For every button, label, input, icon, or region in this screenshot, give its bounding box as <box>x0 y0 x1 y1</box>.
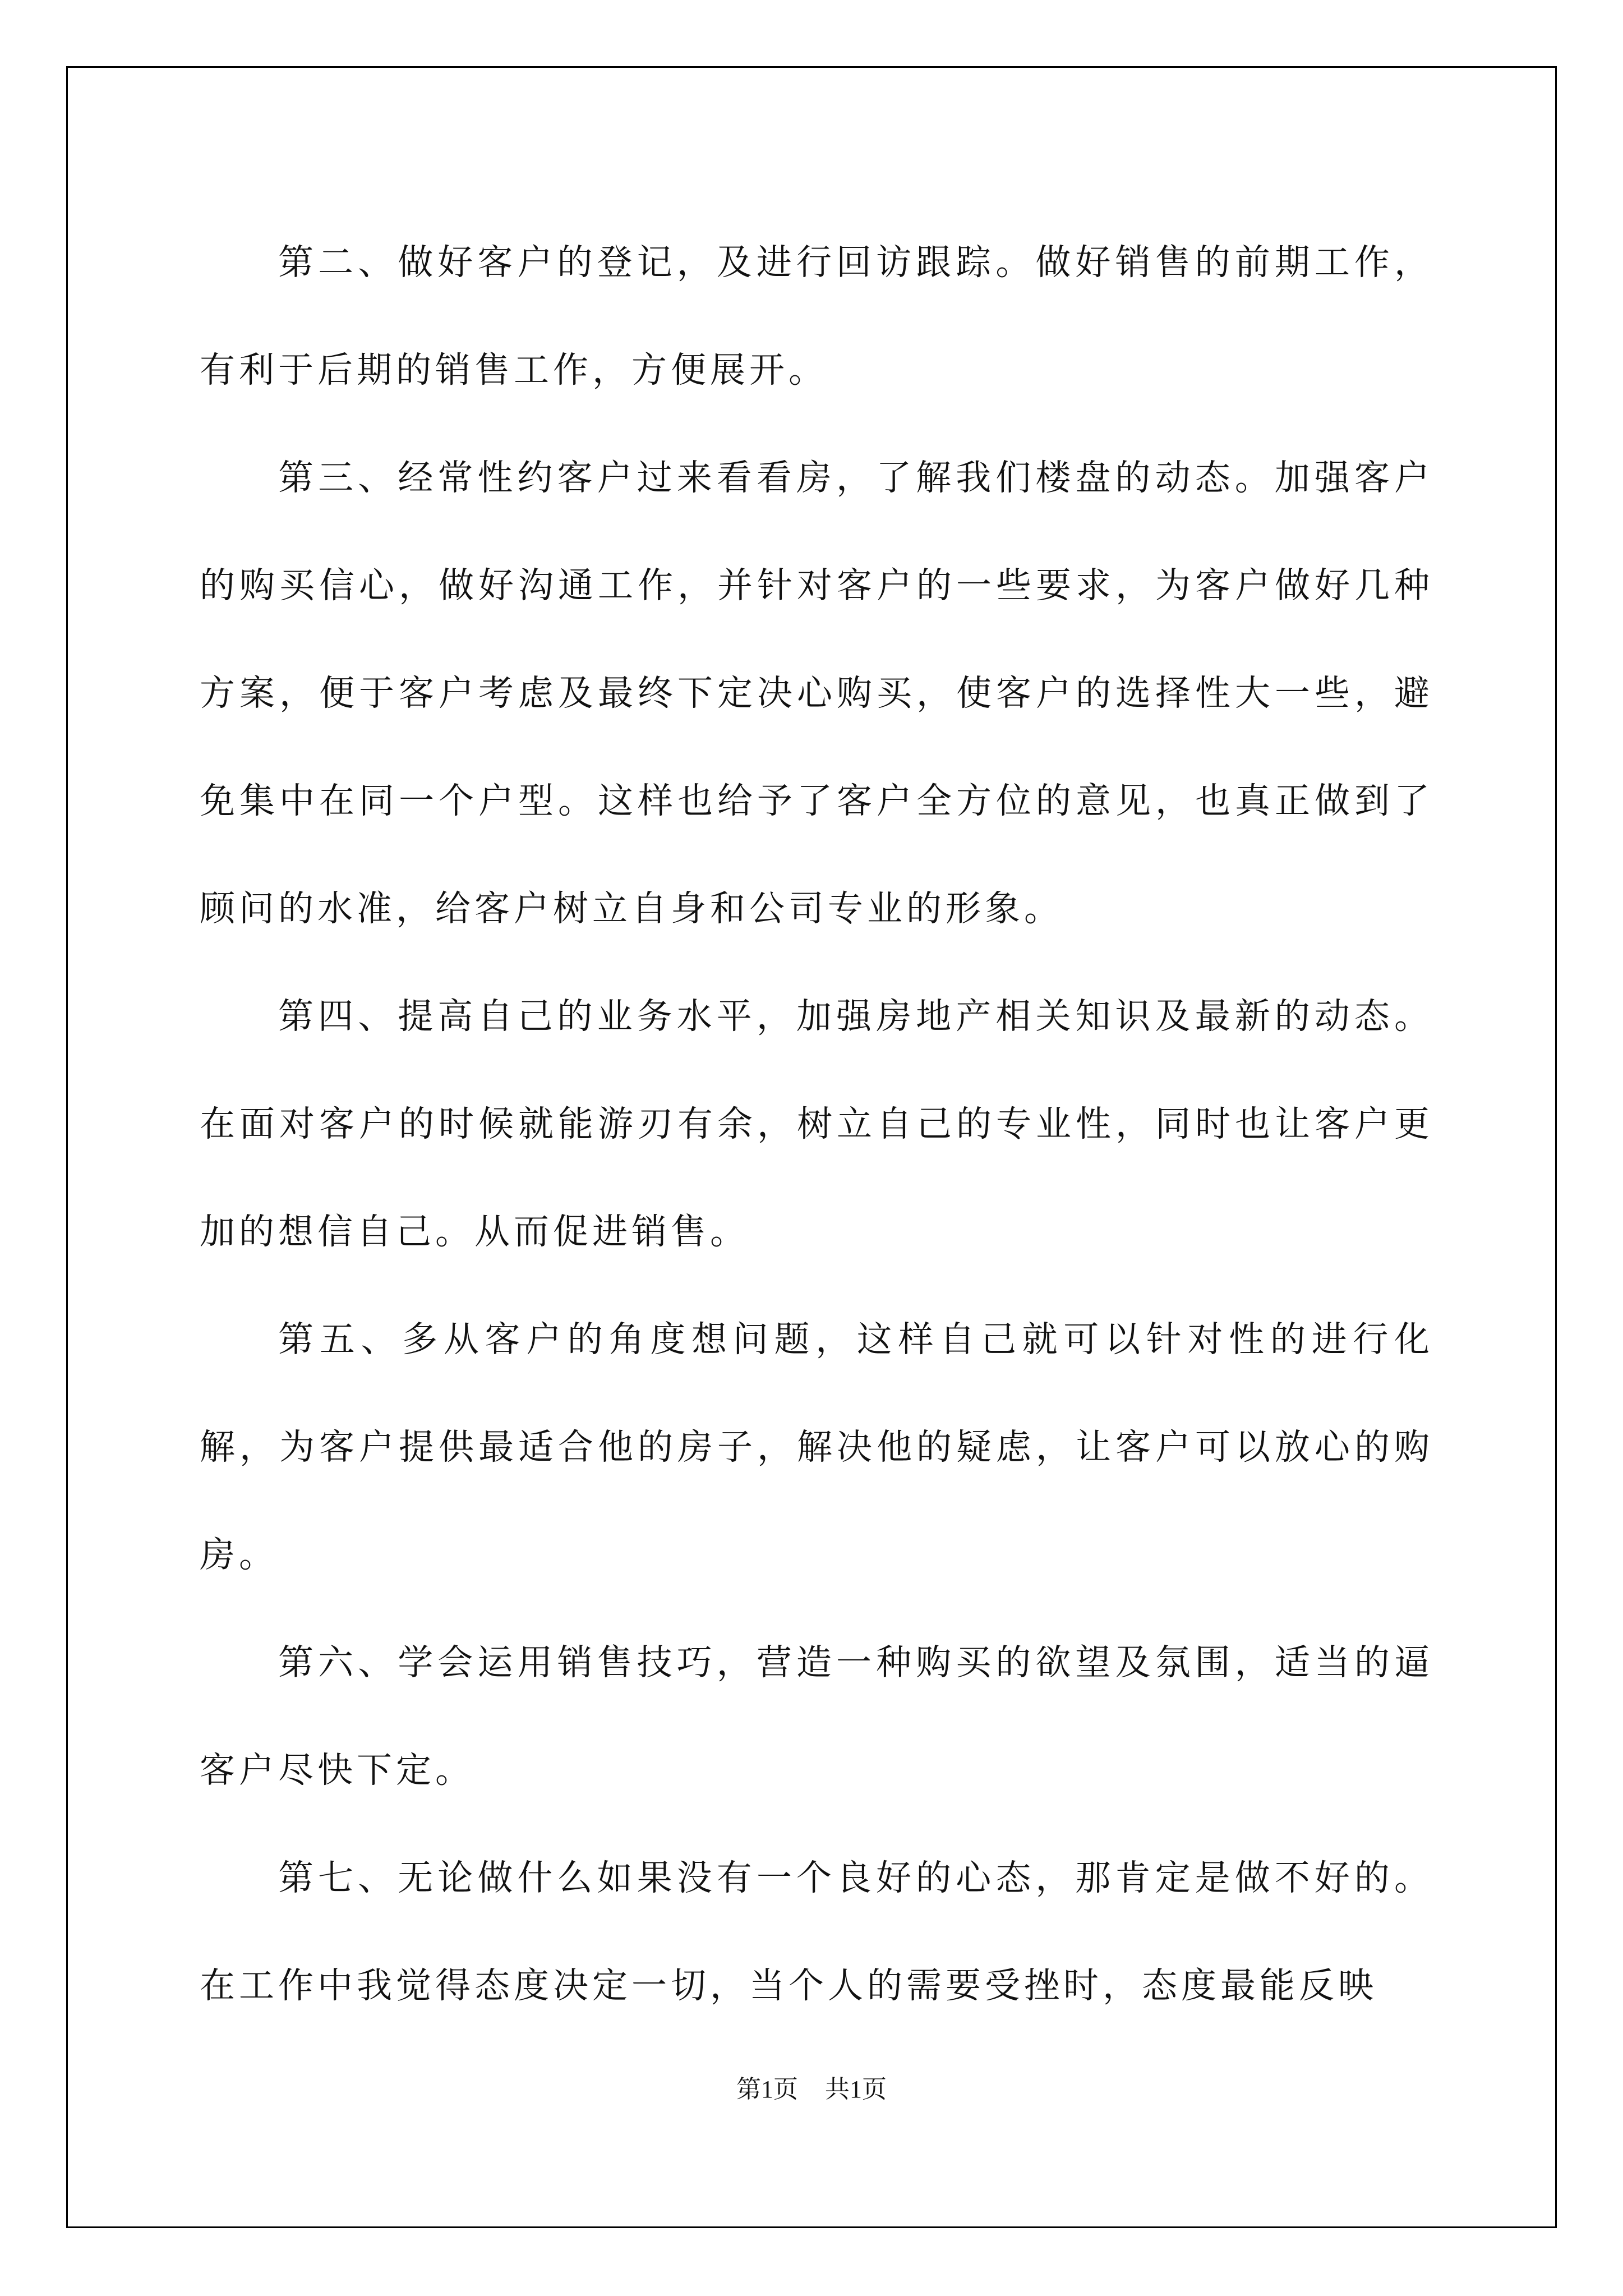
document-body <box>200 209 1433 2040</box>
page-footer <box>0 2069 1623 2105</box>
paragraph-6: 第六、学会运用销售技巧，营造一种购买的欲望及氛围，适当的逼客户尽快下定。 <box>200 1642 1433 1791</box>
paragraph-2: 第二、做好客户的登记，及进行回访跟踪。做好销售的前期工作，有利于后期的销售工作，方便展开。 <box>200 242 1433 390</box>
paragraph-4: 第四、提高自己的业务水平，加强房地产相关知识及最新的动态。在面对客户的时候就能游刃有余，树立自己的专业性，同时也让客户更加的想信自己。从而促进销售。 <box>200 996 1433 1252</box>
page-number: 第1页 <box>736 2076 798 2103</box>
page-total: 共1页 <box>825 2076 887 2103</box>
paragraph-7: 第七、无论做什么如果没有一个良好的心态，那肯定是做不好的。在工作中我觉得态度决定一切，当个人的需要受挫时，态度最能反映 <box>200 1857 1433 2006</box>
paragraph-5: 第五、多从客户的角度想问题，这样自己就可以针对性的进行化解，为客户提供最适合他的房子，解决他的疑虑，让客户可以放心的购房。 <box>200 1319 1433 1575</box>
paragraph-3: 第三、经常性约客户过来看看房，了解我们楼盘的动态。加强客户的购买信心，做好沟通工作，并针对客户的一些要求，为客户做好几种方案，便于客户考虑及最终下定决心购买，使客户的选择性大一些，避免集中在同一个户型。这样也给予了客户全方位的意见，也真正做到了顾问的水准，给客户树立自身和公司专业的形象。 <box>200 457 1433 929</box>
